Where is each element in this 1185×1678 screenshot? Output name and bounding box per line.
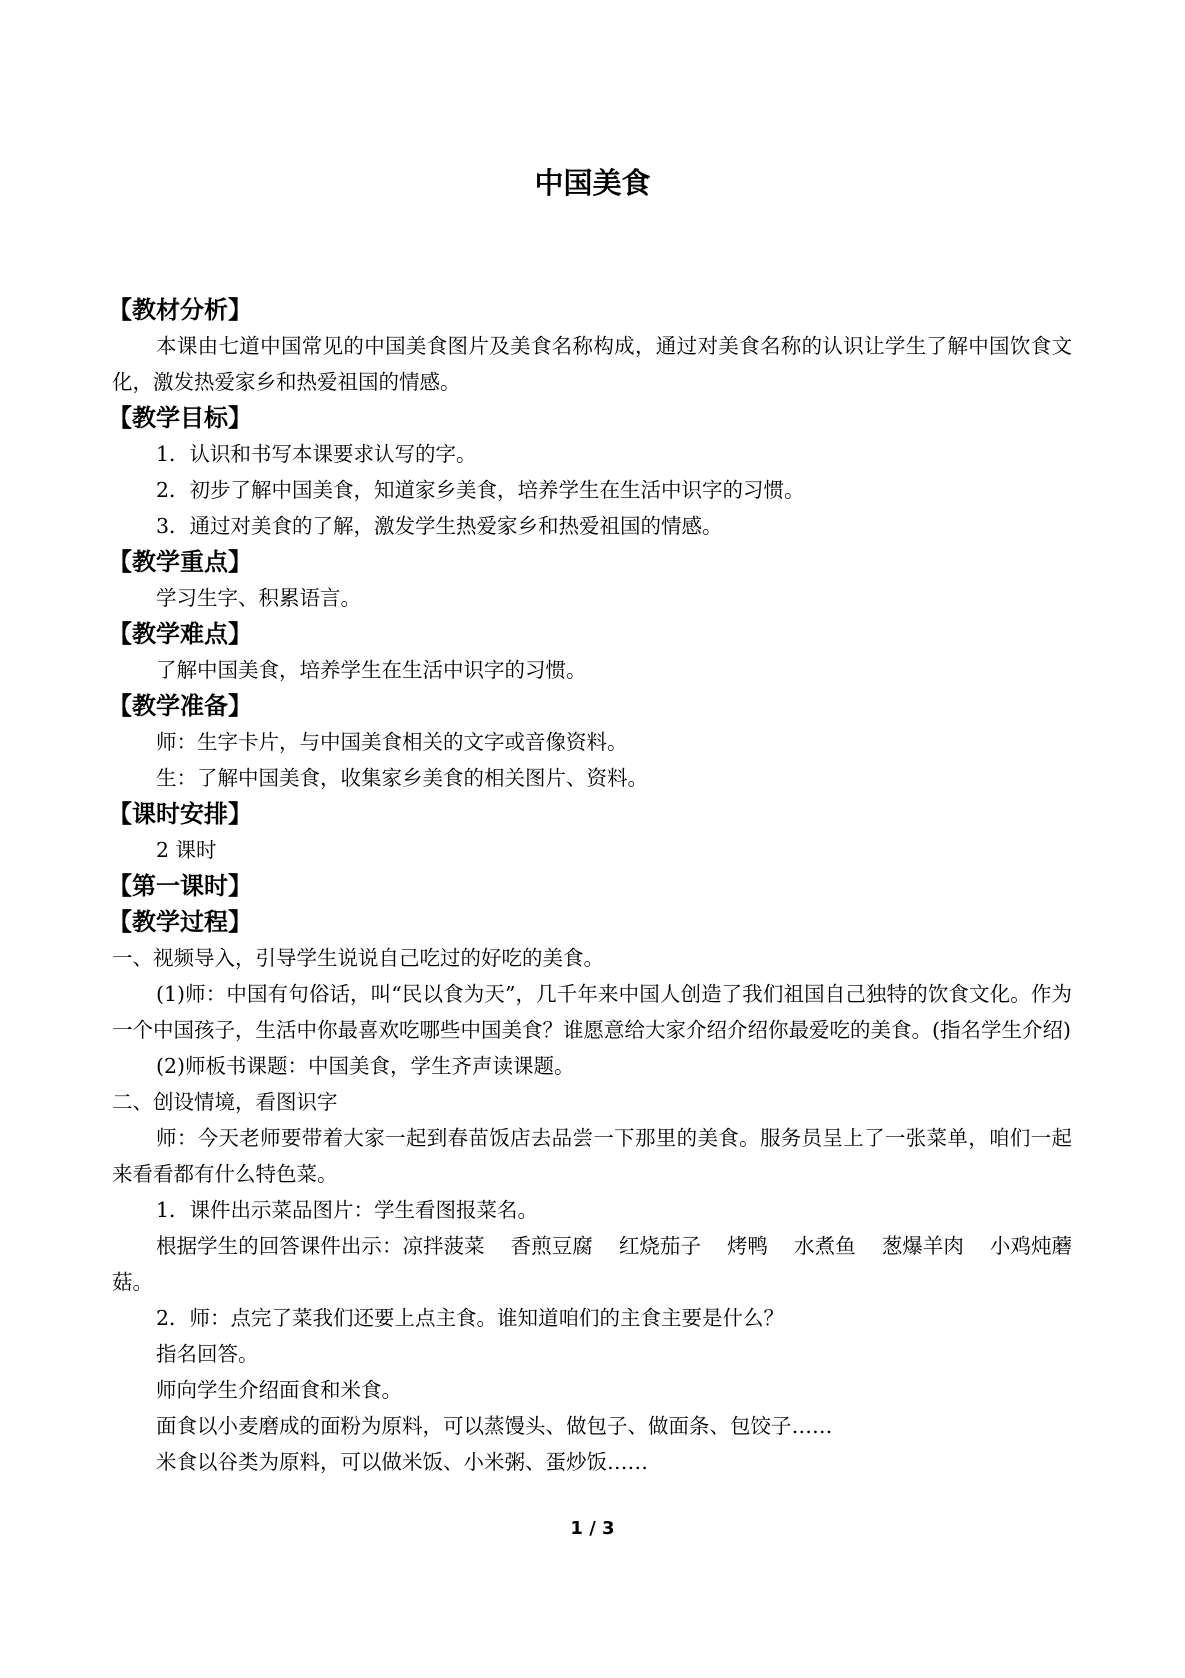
process-step-one-p2: (2)师板书课题：中国美食，学生齐声读课题。 bbox=[156, 1054, 575, 1078]
dish-name: 烤鸭 bbox=[727, 1234, 769, 1258]
dish-name: 凉拌菠菜 bbox=[402, 1234, 485, 1258]
key-points-text: 学习生字、积累语言。 bbox=[156, 586, 361, 610]
dish-list-paragraph bbox=[112, 1228, 1072, 1300]
heading-key-points: 【教学重点】 bbox=[108, 548, 252, 576]
process-step-one-title: 一、视频导入，引导学生说说自己吃过的好吃的美食。 bbox=[112, 946, 604, 970]
process-step-two-p8: 米食以谷类为原料，可以做米饭、小米粥、蛋炒饭…… bbox=[156, 1450, 648, 1474]
document-title: 中国美食 bbox=[534, 166, 651, 200]
heading-difficulty: 【教学难点】 bbox=[108, 620, 252, 648]
document-body bbox=[108, 292, 1073, 1480]
goal-item: 1．认识和书写本课要求认写的字。 bbox=[156, 442, 477, 466]
process-step-two-title: 二、创设情境，看图识字 bbox=[112, 1090, 338, 1114]
prep-student: 生：了解中国美食，收集家乡美食的相关图片、资料。 bbox=[156, 766, 648, 790]
dish-name: 葱爆羊肉 bbox=[881, 1234, 964, 1258]
dish-name: 小鸡炖蘑菇。 bbox=[112, 1234, 1073, 1294]
process-step-two-p1: 师：今天老师要带着大家一起到春苗饭店去品尝一下那里的美食。服务员呈上了一张菜单，咱们一起来看看都有什么特色菜。 bbox=[112, 1126, 1072, 1186]
process-step-two-p4: 2．师：点完了菜我们还要上点主食。谁知道咱们的主食主要是什么？ bbox=[156, 1306, 785, 1330]
prep-teacher: 师：生字卡片，与中国美食相关的文字或音像资料。 bbox=[156, 730, 628, 754]
goal-item: 2．初步了解中国美食，知道家乡美食，培养学生在生活中识字的习惯。 bbox=[156, 478, 805, 502]
schedule-text: 2 课时 bbox=[156, 838, 217, 862]
process-step-one-p1: (1)师：中国有句俗话，叫“民以食为天”，几千年来中国人创造了我们祖国自己独特的饮食文化。作为一个中国孩子，生活中你最喜欢吃哪些中国美食？谁愿意给大家介绍介绍你最爱吃的美食。(指名学生介绍) bbox=[112, 982, 1072, 1042]
heading-goals: 【教学目标】 bbox=[108, 404, 252, 432]
heading-schedule: 【课时安排】 bbox=[108, 800, 252, 828]
process-step-two-p7: 面食以小麦磨成的面粉为原料，可以蒸馒头、做包子、做面条、包饺子…… bbox=[156, 1414, 833, 1438]
process-step-two-p6: 师向学生介绍面食和米食。 bbox=[156, 1378, 402, 1402]
dish-name: 水煮鱼 bbox=[794, 1234, 856, 1258]
goal-item: 3．通过对美食的了解，激发学生热爱家乡和热爱祖国的情感。 bbox=[156, 514, 723, 538]
heading-process: 【教学过程】 bbox=[108, 908, 252, 936]
dish-name: 红烧茄子 bbox=[618, 1234, 702, 1258]
heading-preparation: 【教学准备】 bbox=[108, 692, 252, 720]
process-step-two-p2: 1．课件出示菜品图片：学生看图报菜名。 bbox=[156, 1198, 539, 1222]
heading-lesson-one: 【第一课时】 bbox=[108, 872, 252, 900]
heading-analysis: 【教材分析】 bbox=[108, 296, 252, 324]
dish-name: 香煎豆腐 bbox=[510, 1234, 593, 1258]
page-number: 1 / 3 bbox=[570, 1518, 615, 1539]
process-step-two-p5: 指名回答。 bbox=[156, 1342, 259, 1366]
dish-list-prefix: 根据学生的回答课件出示： bbox=[156, 1234, 403, 1258]
difficulty-text: 了解中国美食，培养学生在生活中识字的习惯。 bbox=[156, 658, 587, 682]
analysis-text: 本课由七道中国常见的中国美食图片及美食名称构成，通过对美食名称的认识让学生了解中国饮食文化，激发热爱家乡和热爱祖国的情感。 bbox=[112, 334, 1072, 394]
